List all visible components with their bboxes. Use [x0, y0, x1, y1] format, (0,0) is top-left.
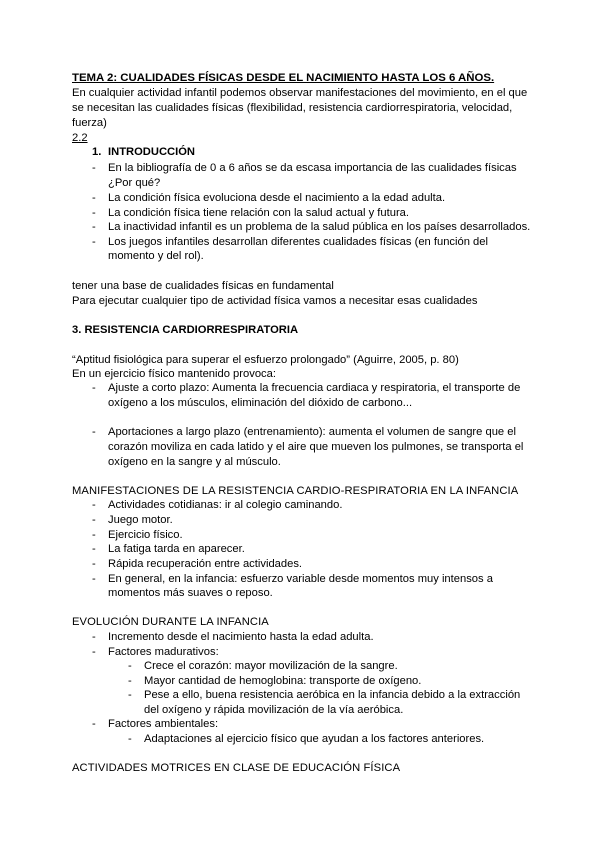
bullet-text: Ejercicio físico. [108, 529, 183, 541]
bullet-text: Rápida recuperación entre actividades. [108, 558, 303, 570]
bullet-dash: - [92, 718, 96, 730]
bullet-dash: - [92, 221, 96, 233]
bullet-text: Factores ambientales: [108, 718, 219, 730]
bullet-dash: - [92, 192, 96, 204]
section-heading: 3. RESISTENCIA CARDIORRESPIRATORIA [72, 324, 299, 336]
bullet-text: Factores madurativos: [108, 646, 219, 658]
note-line: Para ejecutar cualquier tipo de actividad física vamos a necesitar esas cualidades [72, 295, 478, 307]
bullet-dash: - [92, 207, 96, 219]
intro-line: fuerza) [72, 117, 107, 129]
subsection-heading: MANIFESTACIONES DE LA RESISTENCIA CARDIO-RESPIRATORIA EN LA INFANCIA [72, 485, 519, 497]
bullet-dash: - [92, 499, 96, 511]
quote-line: “Aptitud fisiológica para superar el esfuerzo prolongado” (Aguirre, 2005, p. 80) [72, 354, 459, 366]
bullet-dash: - [92, 558, 96, 570]
subsection-heading: ACTIVIDADES MOTRICES EN CLASE DE EDUCACIÓN FÍSICA [72, 762, 401, 774]
bullet-dash: - [92, 529, 96, 541]
intro-line: se necesitan las cualidades físicas (flexibilidad, resistencia cardiorrespiratoria, velocidad, [72, 102, 513, 114]
bullet-text: oxígeno a los músculos, eliminación del dióxido de carbono... [108, 397, 413, 409]
sub-bullet-dash: - [128, 689, 132, 701]
intro-line: En cualquier actividad infantil podemos observar manifestaciones del movimiento, en el que [72, 87, 528, 99]
bullet-dash: - [92, 382, 96, 394]
section-reference: 2.2 [72, 132, 88, 144]
sub-bullet-dash: - [128, 660, 132, 672]
bullet-text: corazón moviliza en cada latido y el aire que mueven los pulmones, se transporta el [108, 441, 524, 453]
bullet-text: La fatiga tarda en aparecer. [108, 543, 245, 555]
bullet-dash: - [92, 236, 96, 248]
section-number: 1. [92, 146, 102, 158]
bullet-text: La inactividad infantil es un problema de la salud pública en los países desarrollados. [108, 221, 531, 233]
bullet-text: La condición física tiene relación con la salud actual y futura. [108, 207, 409, 219]
bullet-text: Los juegos infantiles desarrollan diferentes cualidades físicas (en función del [108, 236, 488, 248]
sub-bullet-text: Crece el corazón: mayor movilización de la sangre. [144, 660, 398, 672]
sub-bullet-text: Mayor cantidad de hemoglobina: transporte de oxígeno. [144, 675, 422, 687]
bullet-dash: - [92, 514, 96, 526]
bullet-text: Incremento desde el nacimiento hasta la edad adulta. [108, 631, 374, 643]
note-line: tener una base de cualidades físicas en fundamental [72, 280, 334, 292]
bullet-dash: - [92, 543, 96, 555]
bullet-text: Aportaciones a largo plazo (entrenamiento): aumenta el volumen de sangre que el [108, 426, 516, 438]
bullet-dash: - [92, 646, 96, 658]
bullet-text: En la bibliografía de 0 a 6 años se da escasa importancia de las cualidades físicas [108, 162, 517, 174]
sub-bullet-text: Pese a ello, buena resistencia aeróbica en la infancia debido a la extracción [144, 689, 521, 701]
bullet-text: ¿Por qué? [108, 177, 161, 189]
bullet-text: Actividades cotidianas: ir al colegio caminando. [108, 499, 343, 511]
bullet-dash: - [92, 631, 96, 643]
lead-line: En un ejercicio físico mantenido provoca: [72, 368, 276, 380]
bullet-text: oxígeno en la sangre y al músculo. [108, 456, 281, 468]
document-title: TEMA 2: CUALIDADES FÍSICAS DESDE EL NACIMIENTO HASTA LOS 6 AÑOS. [72, 72, 495, 84]
bullet-dash: - [92, 426, 96, 438]
section-heading: INTRODUCCIÓN [108, 146, 196, 158]
bullet-dash: - [92, 162, 96, 174]
bullet-text: Juego motor. [108, 514, 173, 526]
bullet-text: momentos más suaves o reposo. [108, 587, 273, 599]
sub-bullet-dash: - [128, 675, 132, 687]
bullet-text: En general, en la infancia: esfuerzo variable desde momentos muy intensos a [108, 573, 493, 585]
sub-bullet-text: Adaptaciones al ejercicio físico que ayudan a los factores anteriores. [144, 733, 485, 745]
bullet-text: La condición física evoluciona desde el nacimiento a la edad adulta. [108, 192, 446, 204]
bullet-text: Ajuste a corto plazo: Aumenta la frecuencia cardiaca y respiratoria, el transporte de [108, 382, 521, 394]
sub-bullet-dash: - [128, 733, 132, 745]
sub-bullet-text: del oxígeno y rápida movilización de la vía aeróbica. [144, 704, 404, 716]
bullet-text: momento y del rol). [108, 250, 204, 262]
bullet-dash: - [92, 573, 96, 585]
subsection-heading: EVOLUCIÓN DURANTE LA INFANCIA [72, 616, 269, 628]
